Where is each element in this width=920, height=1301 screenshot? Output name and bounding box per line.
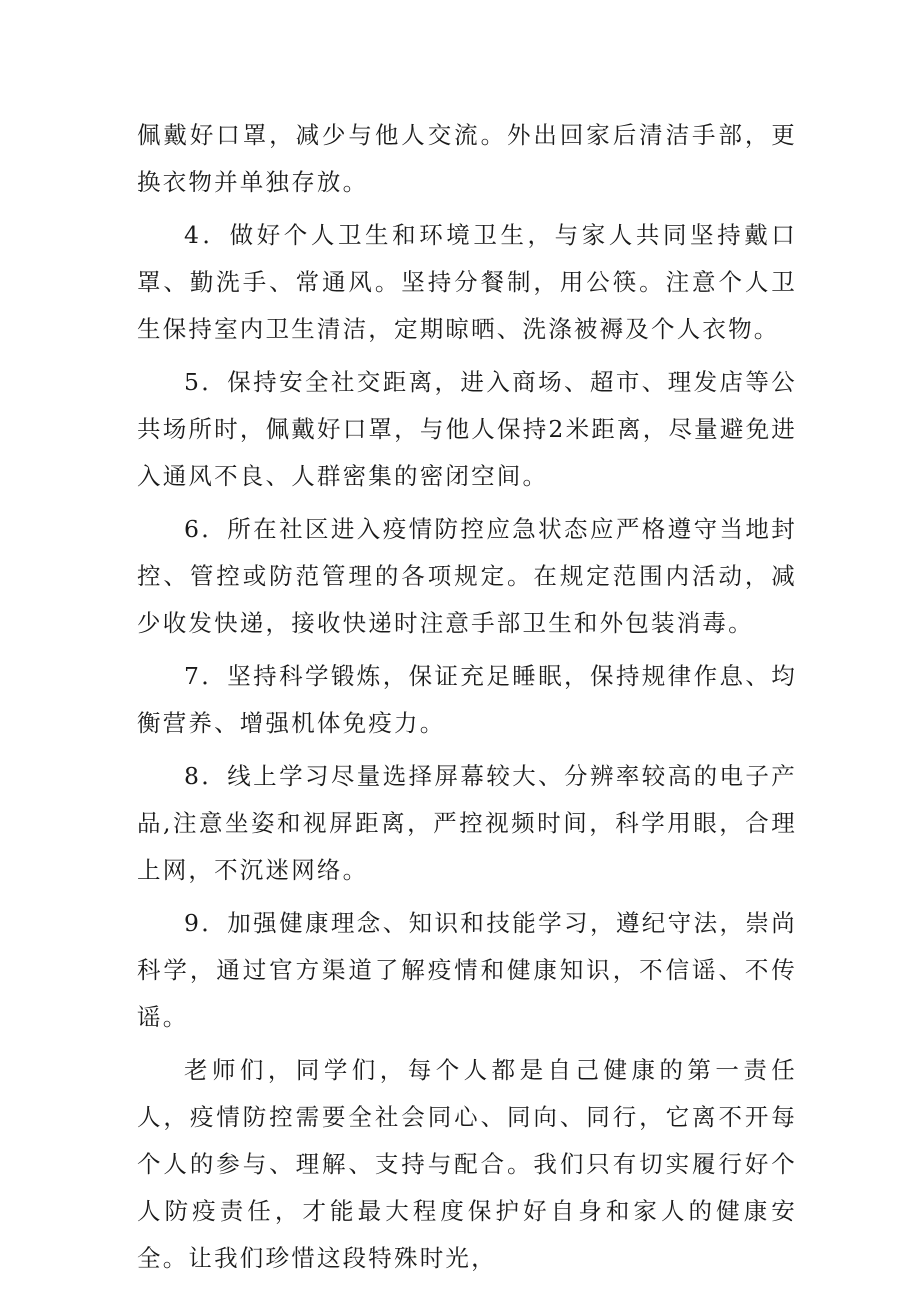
paragraph-item-6: 6．所在社区进入疫情防控应急状态应严格遵守当地封控、管控或防范管理的各项规定。在规定范围内活动，减少收发快递，接收快递时注意手部卫生和外包装消毒。 [137,515,797,637]
paragraph-item-4: 4．做好个人卫生和环境卫生，与家人共同坚持戴口罩、勤洗手、常通风。坚持分餐制，用公筷。注意个人卫生保持室内卫生清洁，定期晾晒、洗涤被褥及个人衣物。 [137,221,797,343]
paragraph-item-5: 5．保持安全社交距离，进入商场、超市、理发店等公共场所时，佩戴好口罩，与他人保持2米距离，尽量避免进入通风不良、人群密集的密闭空间。 [137,368,797,490]
paragraph-item-9: 9．加强健康理念、知识和技能学习，遵纪守法，崇尚科学，通过官方渠道了解疫情和健康知识，不信谣、不传谣。 [137,909,797,1031]
document-body [137,112,797,1288]
paragraph-item-8: 8．线上学习尽量选择屏幕较大、分辨率较高的电子产品,注意坐姿和视屏距离，严控视频时间，科学用眼，合理上网，不沉迷网络。 [137,762,797,884]
paragraph-closing: 老师们，同学们，每个人都是自己健康的第一责任人，疫情防控需要全社会同心、同向、同行，它离不开每个人的参与、理解、支持与配合。我们只有切实履行好个人防疫责任，才能最大程度保护好自身和家人的健康安全。让我们珍惜这段特殊时光， [137,1056,797,1272]
paragraph-item-7: 7．坚持科学锻炼，保证充足睡眠，保持规律作息、均衡营养、增强机体免疫力。 [137,662,797,737]
paragraph-continuation: 佩戴好口罩，减少与他人交流。外出回家后清洁手部，更换衣物并单独存放。 [137,121,797,196]
